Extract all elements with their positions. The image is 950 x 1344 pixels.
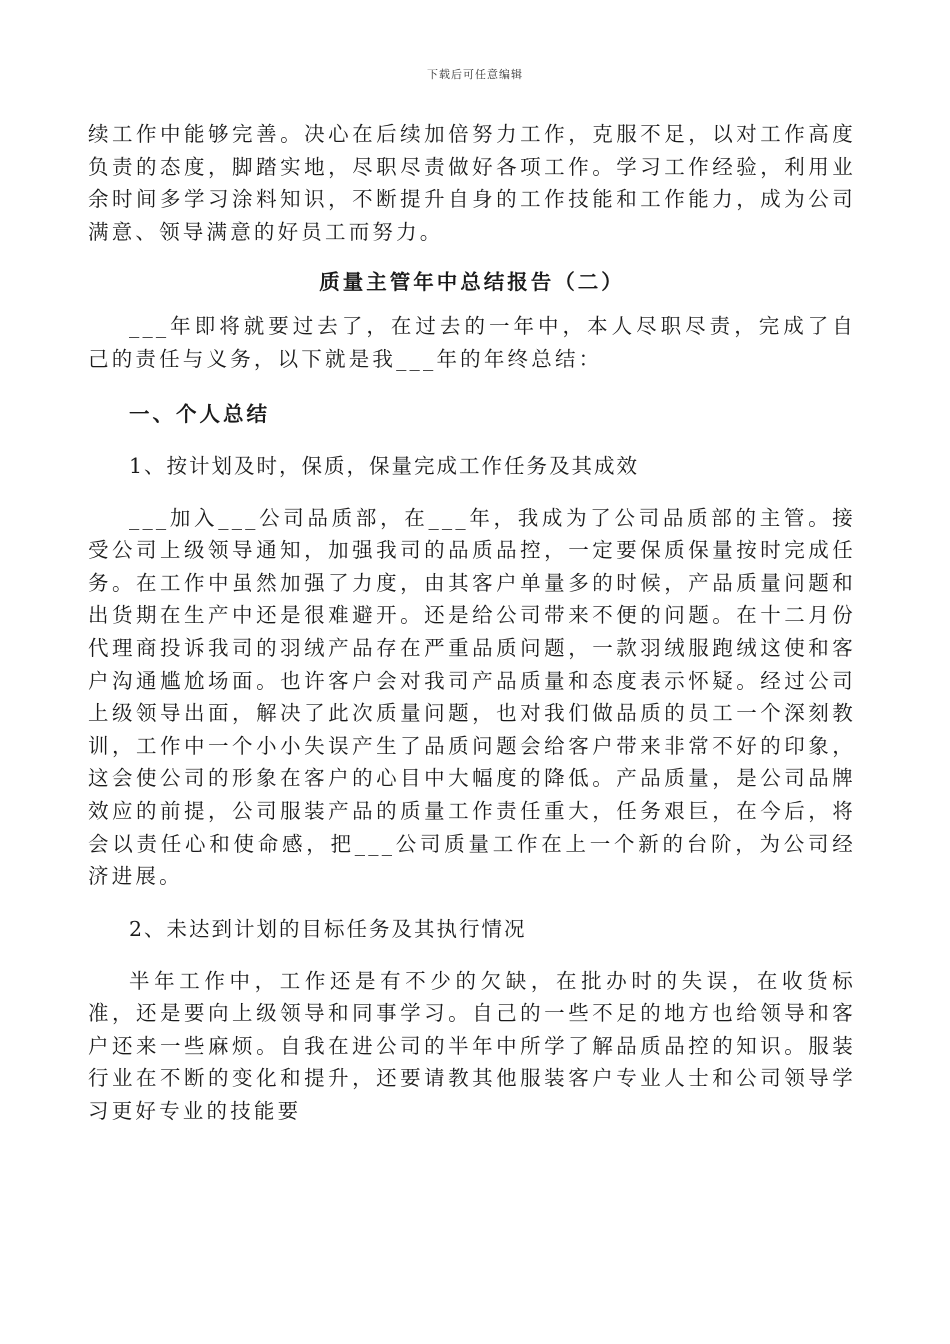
subheading-task-completion: 1、按计划及时，保质，保量完成工作任务及其成效	[129, 453, 640, 478]
subheading-unmet-targets: 2、未达到计划的目标任务及其执行情况	[129, 916, 527, 941]
task-completion-paragraph: ___加入___公司品质部，在___年，我成为了公司品质部的主管。接受公司上级领导通知，加强我司的品质品控，一定要保质保量按时完成任务。在工作中虽然加强了力度，由其客户单量多的时候，产品质量问题和出货期在生产中还是很难避开。还是给公司带来不便的问题。在十二月份代理商投诉我司的羽绒产品存在严重品质问题，一款羽绒服跑绒这使和客户沟通尴尬场面。也许客户会对我司产品质量和态度表示怀疑。经过公司上级领导出面，解决了此次质量问题，也对我们做品质的员工一个深刻教训，工作中一个小小失误产生了品质问题会给客户带来非常不好的印象，这会使公司的形象在客户的心目中大幅度的降低。产品质量，是公司品牌效应的前提，公司服装产品的质量工作责任重大，任务艰巨，在今后，将会以责任心和使命感，把___公司质量工作在上一个新的台阶，为公司经济进展。	[88, 505, 856, 889]
section-heading-personal-summary: 一、个人总结	[129, 401, 270, 426]
report-title: 质量主管年中总结报告（二）	[319, 270, 625, 295]
intro-paragraph: 续工作中能够完善。决心在后续加倍努力工作，克服不足，以对工作高度负责的态度，脚踏实地，尽职尽责做好各项工作。学习工作经验，利用业余时间多学习涂料知识，不断提升自身的工作技能和工作能力，成为公司满意、领导满意的好员工而努力。	[88, 122, 856, 244]
document-body	[88, 118, 856, 1128]
spacer	[88, 893, 856, 913]
unmet-targets-paragraph: 半年工作中，工作还是有不少的欠缺，在批办时的失误，在收货标准，还是要向上级领导和同事学习。自己的一些不足的地方也给领导和客户还来一些麻烦。自我在进公司的半年中所学了解品质品控的知识。服装行业在不断的变化和提升，还要请教其他服装客户专业人士和公司领导学习更好专业的技能要	[88, 968, 856, 1124]
opening-paragraph: ___年即将就要过去了，在过去的一年中，本人尽职尽责，完成了自己的责任与义务，以下就是我___年的年终总结：	[88, 314, 856, 371]
page-header-note: 下载后可任意编辑	[427, 68, 523, 81]
